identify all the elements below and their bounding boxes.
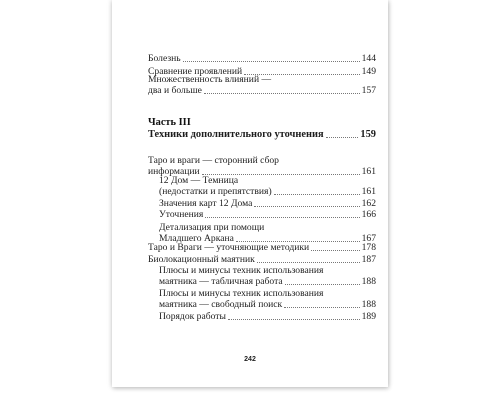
toc-entry	[159, 186, 376, 197]
toc-entry-page: 188	[361, 299, 376, 310]
toc-entry-page: 159	[360, 129, 376, 140]
toc-entry	[159, 198, 376, 209]
toc-entry	[159, 299, 376, 310]
toc-entry-title-line: Детализация при помощи	[159, 222, 265, 233]
toc-entry-title-line: Таро и враги — сторонний сбор	[148, 155, 279, 166]
part-heading: Часть III	[148, 117, 191, 128]
toc-entry-title: Значения карт 12 Дома	[159, 198, 253, 209]
dot-leader	[183, 61, 360, 62]
toc-entry-title: (недостатки и препятствия)	[159, 186, 272, 197]
dot-leader	[284, 307, 359, 308]
toc-entry	[148, 85, 376, 96]
dot-leader	[228, 319, 360, 320]
toc-entry-title: маятника — свободный поиск	[159, 299, 283, 310]
toc-entry-page: 167	[361, 233, 376, 244]
toc-entry-page: 149	[361, 66, 376, 77]
dot-leader	[204, 93, 360, 94]
dot-leader	[274, 194, 360, 195]
dot-leader	[257, 262, 360, 263]
toc-entry-title-line: Плюсы и минусы техник использования	[159, 265, 324, 276]
dot-leader	[285, 284, 360, 285]
toc-entry	[159, 209, 376, 220]
toc-part-entry	[148, 129, 376, 140]
toc-entry-page: 162	[361, 198, 376, 209]
dot-leader	[326, 137, 359, 138]
toc-entry-page: 189	[361, 311, 376, 322]
toc-entry-title-line: 12 Дом — Темница	[159, 175, 239, 186]
toc-entry-page: 166	[361, 209, 376, 220]
toc-entry-title-line: Множественность влияний —	[148, 74, 272, 85]
dot-leader	[311, 250, 359, 251]
toc-entry	[159, 311, 376, 322]
book-page	[112, 0, 388, 387]
toc-entry-title: Уточнения	[159, 209, 204, 220]
toc-entry-page: 187	[361, 254, 376, 265]
toc-entry-title: Порядок работы	[159, 311, 226, 322]
toc-entry	[148, 242, 376, 253]
toc-entry-page: 161	[361, 166, 376, 177]
toc-entry-title-line: Плюсы и минусы техник использования	[159, 288, 324, 299]
toc-entry	[148, 254, 376, 265]
toc-entry-title: Младшего Аркана	[159, 233, 234, 244]
dot-leader	[205, 217, 359, 218]
toc-entry-page: 144	[361, 53, 376, 64]
toc-entry-title: маятника — табличная работа	[159, 276, 283, 287]
toc-entry-title: два и больше	[148, 85, 202, 96]
toc-entry-title: информации	[148, 166, 200, 177]
page-number: 242	[244, 356, 256, 363]
toc-entry-page: 188	[361, 276, 376, 287]
toc-entry-page: 157	[361, 85, 376, 96]
toc-entry-title: Сравнение проявлений	[148, 66, 243, 77]
toc-entry	[159, 276, 376, 287]
toc-entry-title: Техники дополнительного уточнения	[148, 129, 324, 140]
toc-entry-page: 178	[361, 242, 376, 253]
toc-entry-title: Биолокационный маятник	[148, 254, 255, 265]
dot-leader	[254, 206, 359, 207]
toc-entry	[148, 53, 376, 64]
toc-entry-page: 161	[361, 186, 376, 197]
toc-entry-title: Таро и Враги — уточняющие методики	[148, 242, 310, 253]
toc-entry-title: Болезнь	[148, 53, 181, 64]
